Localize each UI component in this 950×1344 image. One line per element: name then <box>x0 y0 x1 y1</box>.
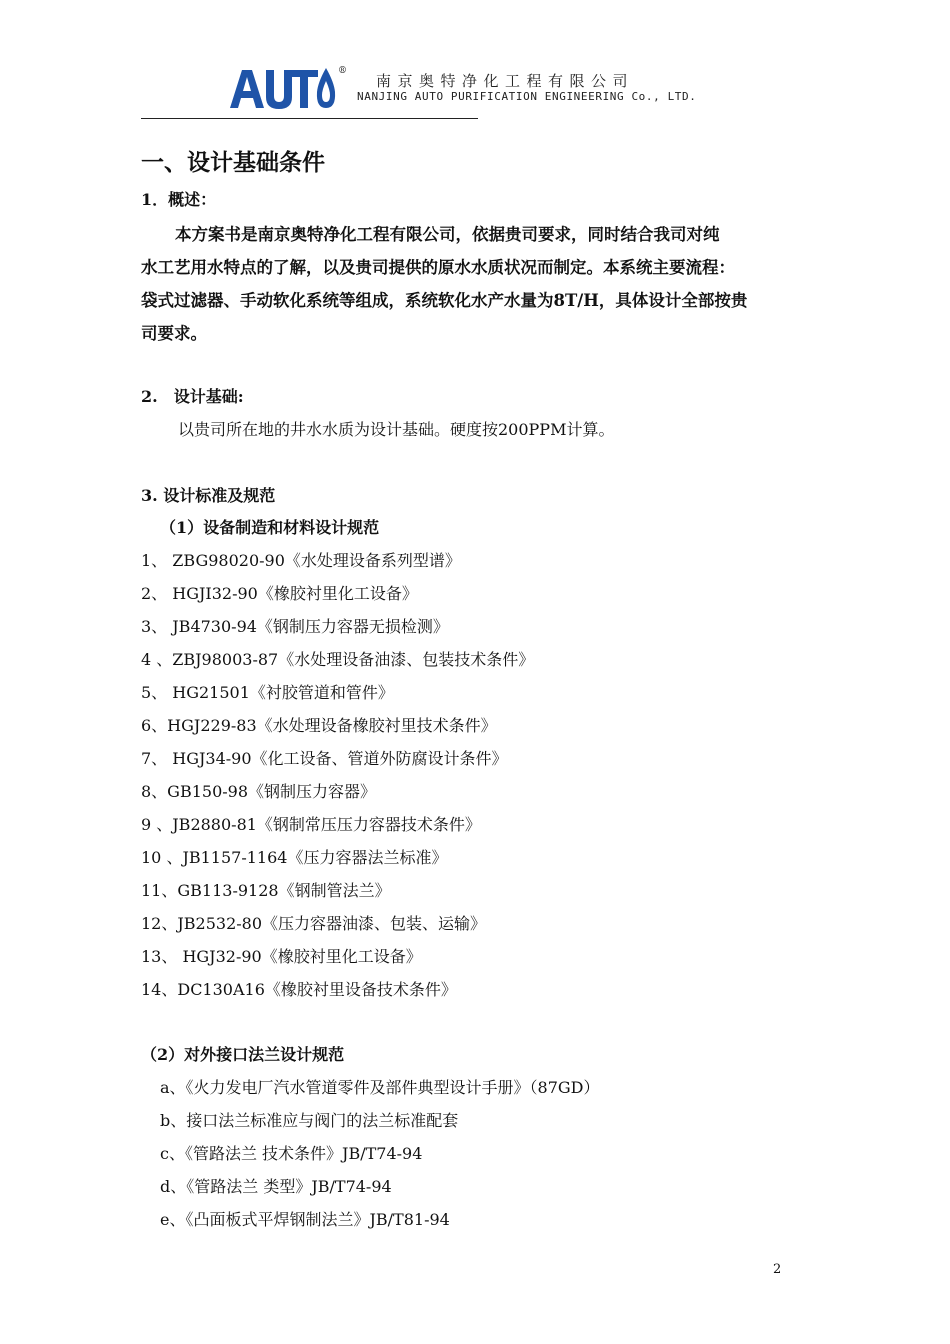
header-rule <box>141 118 478 119</box>
standard-item: 12、JB2532-80《压力容器油漆、包装、运输》 <box>141 914 487 933</box>
standard-item: 5、 HG21501《衬胶管道和管件》 <box>141 683 394 702</box>
basis-text: 以贵司所在地的井水水质为设计基础。硬度按200PPM计算。 <box>178 420 615 439</box>
registered-mark: ® <box>338 66 347 76</box>
standard-item: 13、 HGJ32-90《橡胶衬里化工设备》 <box>141 947 422 966</box>
company-logo <box>228 64 338 112</box>
page-number: 2 <box>773 1262 782 1277</box>
overview-line: 本方案书是南京奥特净化工程有限公司，依据贵司要求，同时结合我司对纯 <box>175 225 720 244</box>
standard-item: 4 、ZBJ98003-87《水处理设备油漆、包装技术条件》 <box>141 650 535 669</box>
overview-paragraph <box>141 218 816 350</box>
section-title: 一、设计基础条件 <box>141 149 325 176</box>
overview-line: 司要求。 <box>141 324 207 343</box>
standard-item: 6、HGJ229-83《水处理设备橡胶衬里技术条件》 <box>141 716 497 735</box>
company-name-cn: 南京奥特净化工程有限公司 <box>376 72 635 90</box>
standard-item: 8、GB150-98《钢制压力容器》 <box>141 782 377 801</box>
standards-subheading-2: （2）对外接口法兰设计规范 <box>141 1045 345 1064</box>
overview-heading: 1．概述： <box>141 190 217 209</box>
standard-item: 9 、JB2880-81《钢制常压压力容器技术条件》 <box>141 815 481 834</box>
standards-heading: 3. 设计标准及规范 <box>141 486 276 505</box>
flange-standard-item: b、接口法兰标准应与阀门的法兰标准配套 <box>160 1111 459 1130</box>
flange-standard-item: d、《管路法兰 类型》JB/T74-94 <box>160 1177 392 1196</box>
standard-item: 2、 HGJI32-90《橡胶衬里化工设备》 <box>141 584 418 603</box>
standard-item: 11、GB113-9128《钢制管法兰》 <box>141 881 391 900</box>
basis-heading: 2. 设计基础: <box>141 387 244 406</box>
standard-item: 10 、JB1157-1164《压力容器法兰标准》 <box>141 848 448 867</box>
standard-item: 7、 HGJ34-90《化工设备、管道外防腐设计条件》 <box>141 749 508 768</box>
flange-standard-item: e、《凸面板式平焊钢制法兰》JB/T81-94 <box>160 1210 450 1229</box>
overview-line: 袋式过滤器、手动软化系统等组成，系统软化水产水量为8T/H，具体设计全部按贵 <box>141 291 748 310</box>
standard-item: 14、DC130A16《橡胶衬里设备技术条件》 <box>141 980 457 999</box>
standard-item: 1、 ZBG98020-90《水处理设备系列型谱》 <box>141 551 461 570</box>
flange-standard-item: a、《火力发电厂汽水管道零件及部件典型设计手册》（87GD） <box>160 1078 600 1097</box>
standard-item: 3、 JB4730-94《钢制压力容器无损检测》 <box>141 617 449 636</box>
flange-standard-item: c、《管路法兰 技术条件》JB/T74-94 <box>160 1144 423 1163</box>
company-name-en: NANJING AUTO PURIFICATION ENGINEERING Co., LTD. <box>357 90 697 103</box>
standards-subheading-1: （1）设备制造和材料设计规范 <box>160 518 380 537</box>
overview-line: 水工艺用水特点的了解，以及贵司提供的原水水质状况而制定。本系统主要流程： <box>141 258 735 277</box>
